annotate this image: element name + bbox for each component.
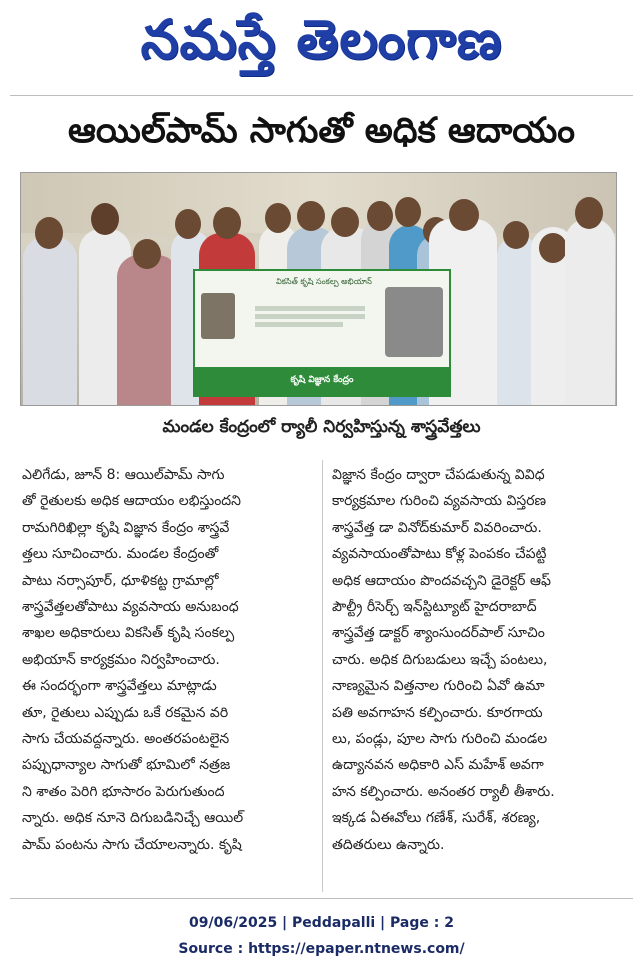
article-line: అభియాన్ కార్యక్రమం నిర్వహించారు. [22, 651, 220, 668]
masthead [0, 0, 643, 92]
banner-body-lines [255, 303, 365, 330]
person-head [395, 197, 421, 227]
column-divider [322, 460, 323, 892]
article-line: శాస్త్రవేత్త డాక్టర్ శ్యాంసుందర్‌పాల్ సూచిం [332, 625, 545, 642]
article-line: చారు. అధిక దిగుబడులు ఇచ్చే పంటలు, [332, 651, 548, 668]
article-line: ఉద్యానవన అధికారి ఎస్ మహేశ్ అవగా [332, 757, 544, 774]
person-head [35, 217, 63, 249]
article-line: హన కల్పించారు. అనంతర ర్యాలీ తీశారు. [332, 783, 555, 800]
article-line: నాణ్యమైన విత్తనాల గురించి ఏవో ఉమా [332, 678, 545, 695]
person-figure [23, 237, 77, 405]
person-figure [117, 255, 179, 405]
newspaper-title: నమస్తే తెలంగాణ [140, 7, 503, 71]
banner-bottom-text: కృషి విజ్ఞాన కేంద్రం [290, 375, 354, 385]
article-line: సాగు చేయవద్దన్నారు. అంతరపంటలైన [22, 731, 230, 748]
article-line: తూ, రైతులు ఎప్పుడు ఒకే రకమైన వరి [22, 704, 229, 721]
person-head [503, 221, 529, 249]
article-line: కార్యక్రమాల గురించి వ్యవసాయ విస్తరణ [332, 493, 547, 510]
person-figure [565, 219, 615, 405]
article-line: శాస్త్రవేత్తలతోపాటు వ్యవసాయ అనుబంధ [22, 599, 239, 616]
article-line: ని శాతం పెరిగి భూసారం పెరుగుతుంద [22, 783, 225, 800]
person-head [91, 203, 119, 235]
article-line: పప్పుధాన్యాల సాగుతో భూమిలో నత్రజ [22, 757, 231, 774]
article-line: పాటు నర్సాపూర్, ధూళికట్ట గ్రామాల్లో [22, 572, 219, 589]
photo-caption [136, 412, 507, 446]
person-head [133, 239, 161, 269]
article-line: న్నారు. అధిక నూనె దిగుబడినిచ్చే ఆయిల్ [22, 810, 244, 827]
article-line: పామ్ పంటను సాగు చేయాలన్నారు. కృషి [22, 836, 242, 853]
article-line: రామగిరిఖిల్లా కృషి విజ్ఞాన కేంద్రం శాస్త్రవే [22, 519, 230, 536]
article-line: లు, పండ్లు, పూల సాగు గురించి మండల [332, 731, 548, 748]
person-head [331, 207, 359, 237]
article-line: పతి అవగాహన కల్పించారు. కూరగాయ [332, 704, 543, 721]
article-line: ఈ సందర్భంగా శాస్త్రవేత్తలు మాట్లాడు [22, 678, 217, 695]
article-line: తదితరులు ఉన్నారు. [332, 836, 445, 853]
article-photo [20, 172, 617, 406]
article-line: ఎలిగేడు, జూన్ 8: ఆయిల్‌పామ్ సాగు [22, 467, 225, 483]
footer-date-edition-page: 09/06/2025 | Peddapalli | Page : 2 [189, 915, 454, 931]
article-column-1 [22, 462, 312, 858]
article-line: పౌల్ట్రీ రీసెర్చ్ ఇన్‌స్టిట్యూట్ హైదరాబాద్ [332, 599, 537, 616]
person-head [297, 201, 325, 231]
article-column-2 [332, 462, 622, 858]
article-line: శాఖల అధికారులు వికసిత్ కృషి సంకల్ప [22, 625, 235, 642]
page-footer [0, 910, 643, 962]
banner-bottom-band [195, 367, 449, 395]
headline-text: ఆయిల్‌పామ్ సాగుతో అధిక ఆదాయం [68, 111, 575, 151]
person-head [265, 203, 291, 233]
banner-portrait-right [385, 287, 443, 357]
person-head [575, 197, 603, 229]
photo-caption-text: మండల కేంద్రంలో ర్యాలీ నిర్వహిస్తున్న శాస్త్రవేత్తలు [162, 417, 481, 437]
banner-portrait-left [201, 293, 235, 339]
masthead-divider [10, 95, 633, 96]
article-line: త్తలు సూచించారు. మండల కేంద్రంతో [22, 546, 219, 563]
person-head [213, 207, 241, 239]
article-line: శాస్త్రవేత్త డా వినోద్‌కుమార్ వివరించారు. [332, 519, 542, 536]
banner-top-text: వికసిత్ కృషి సంకల్ప అభియాన్ [276, 277, 372, 286]
event-banner [193, 269, 451, 397]
article-line: అధిక ఆదాయం పొందవచ్చని డైరెక్టర్ ఆఫ్ [332, 572, 551, 589]
article-headline [0, 107, 643, 163]
person-head [449, 199, 479, 231]
person-head [175, 209, 201, 239]
article-line: విజ్ఞాన కేంద్రం ద్వారా చేపడుతున్న వివిధ [332, 467, 545, 483]
article-line: తో రైతులకు అధిక ఆదాయం లభిస్తుందని [22, 493, 242, 510]
footer-divider [10, 898, 633, 899]
person-head [367, 201, 393, 231]
person-head [539, 233, 567, 263]
article-line: ఇక్కడ ఏఈవోలు గణేశ్, సురేశ్, శరణ్య, [332, 810, 541, 827]
footer-source: Source : https://epaper.ntnews.com/ [178, 941, 465, 957]
article-line: వ్యవసాయంతోపాటు కోళ్ల పెంపకం చేపట్టి [332, 546, 547, 563]
